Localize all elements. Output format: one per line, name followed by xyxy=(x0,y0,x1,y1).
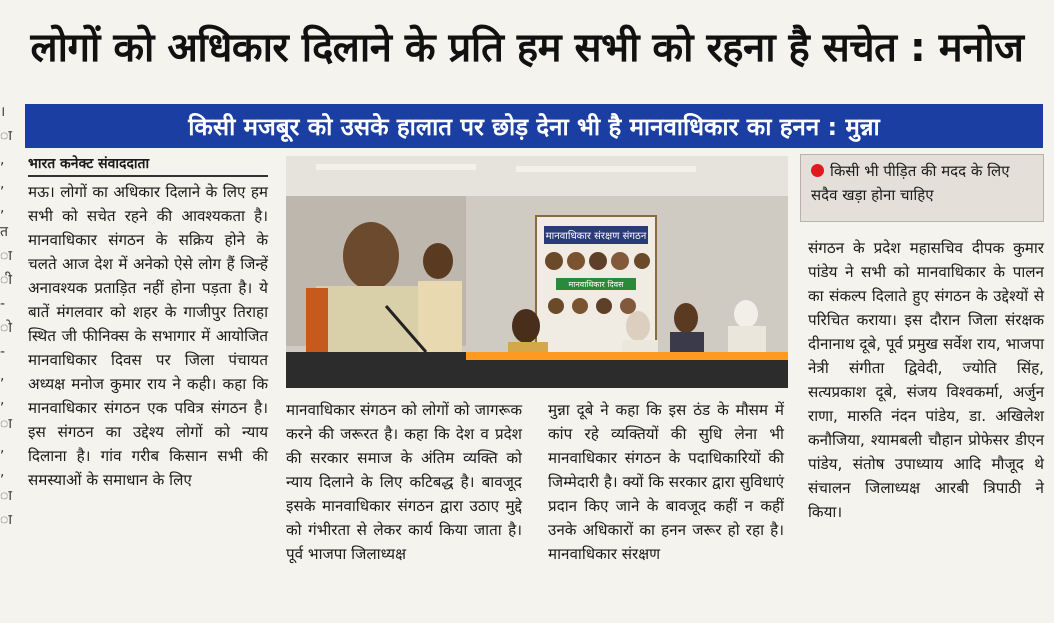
article-text: मुन्ना दूबे ने कहा कि इस ठंड के मौसम में कांप रहे व्यक्तियों की सुधि लेना भी मानवाधिकार संगठन के पदाधिकारियों की जिम्मेदारी है। क्यों कि सरकार द्वारा सुविधाएं प्रदान किए जाने के बावजूद कहीं न कहीं उनके अधिकारों का हनन जरूर हो रहा है। मानवाधिकार संरक्षण xyxy=(548,401,784,563)
byline: भारत कनेक्ट संवाददाता xyxy=(28,154,268,177)
banner-line: मानवाधिकार दिवस xyxy=(568,280,624,289)
highlight-quote-text: किसी भी पीड़ित की मदद के लिए सदैव खड़ा होना चाहिए xyxy=(811,162,1010,204)
banner-title: मानवाधिकार संरक्षण संगठन xyxy=(545,231,647,242)
highlight-quote-box xyxy=(800,154,1044,222)
article-text: मऊ। लोगों का अधिकार दिलाने के लिए हम सभी को सचेत रहने की आवश्यकता है। मानवाधिकार संगठन के सक्रिय होने के चलते आज देश में अनेको ऐसे लोग हैं जिन्हें अनावश्यक प्रताड़ित नहीं होना पड़ता है। ये बातें मंगलवार को शहर के गाजीपुर तिराहा स्थित जी फीनिक्स के सभागार में आयोजित मानवाधिकार दिवस पर जिला पंचायत अध्यक्ष मनोज कुमार राय ने कही। कहा कि मानवाधिकार संगठन एक पवित्र संगठन है। इस संगठन का उद्देश्य लोगों को न्याय दिलाना है। गांव गरीब किसान सभी की समस्याओं के समाधान के लिए xyxy=(28,183,268,489)
article-column-3 xyxy=(548,398,784,566)
article-text: मानवाधिकार संगठन को लोगों को जागरूक करने की जरूरत है। कहा कि देश व प्रदेश की सरकार समाज के अंतिम व्यक्ति को न्याय दिलाने के लिए कटिबद्ध है। बावजूद इसके मानवाधिकार संगठन द्वारा उठाए मुद्दे को गंभीरता से लेकर कार्य किया जाता है। पूर्व भाजपा जिलाध्यक्ष xyxy=(286,401,522,563)
subheadline-banner xyxy=(25,104,1043,148)
article-column-2 xyxy=(286,398,522,566)
event-photo xyxy=(286,156,788,388)
article-column-4 xyxy=(808,236,1044,524)
adjacent-column-edge: । ा , , , त ा ी - ो - , , ा , , ा ा xyxy=(0,104,12,528)
red-bullet-icon xyxy=(811,164,824,177)
headline: लोगों को अधिकार दिलाने के प्रति हम सभी को रहना है सचेत : मनोज xyxy=(30,25,1024,71)
subheadline-text: किसी मजबूर को उसके हालात पर छोड़ देना भी है मानवाधिकार का हनन : मुन्ना xyxy=(188,112,880,141)
event-photo-illustration xyxy=(286,156,788,388)
article-column-1 xyxy=(28,180,268,492)
article-text: संगठन के प्रदेश महासचिव दीपक कुमार पांडेय ने सभी को मानवाधिकार के पालन का संकल्प दिलाते हुए संगठन के उद्देश्यों से परिचित कराया। इस दौरान जिला संरक्षक दीनानाथ दूबे, पूर्व प्रमुख सर्वेश राय, भाजपा नेत्री संगीता द्विवेदी, ज्योति सिंह, सत्यप्रकाश दूबे, संजय विश्वकर्मा, अर्जुन राणा, मारुति नंदन पांडेय, डा. अखिलेश कनौजिया, श्यामबली चौहान प्रोफेसर डीएन पांडेय, संतोष उपाध्याय आदि मौजूद थे संचालन जिलाध्यक्ष आरबी त्रिपाठी ने किया। xyxy=(808,239,1044,521)
